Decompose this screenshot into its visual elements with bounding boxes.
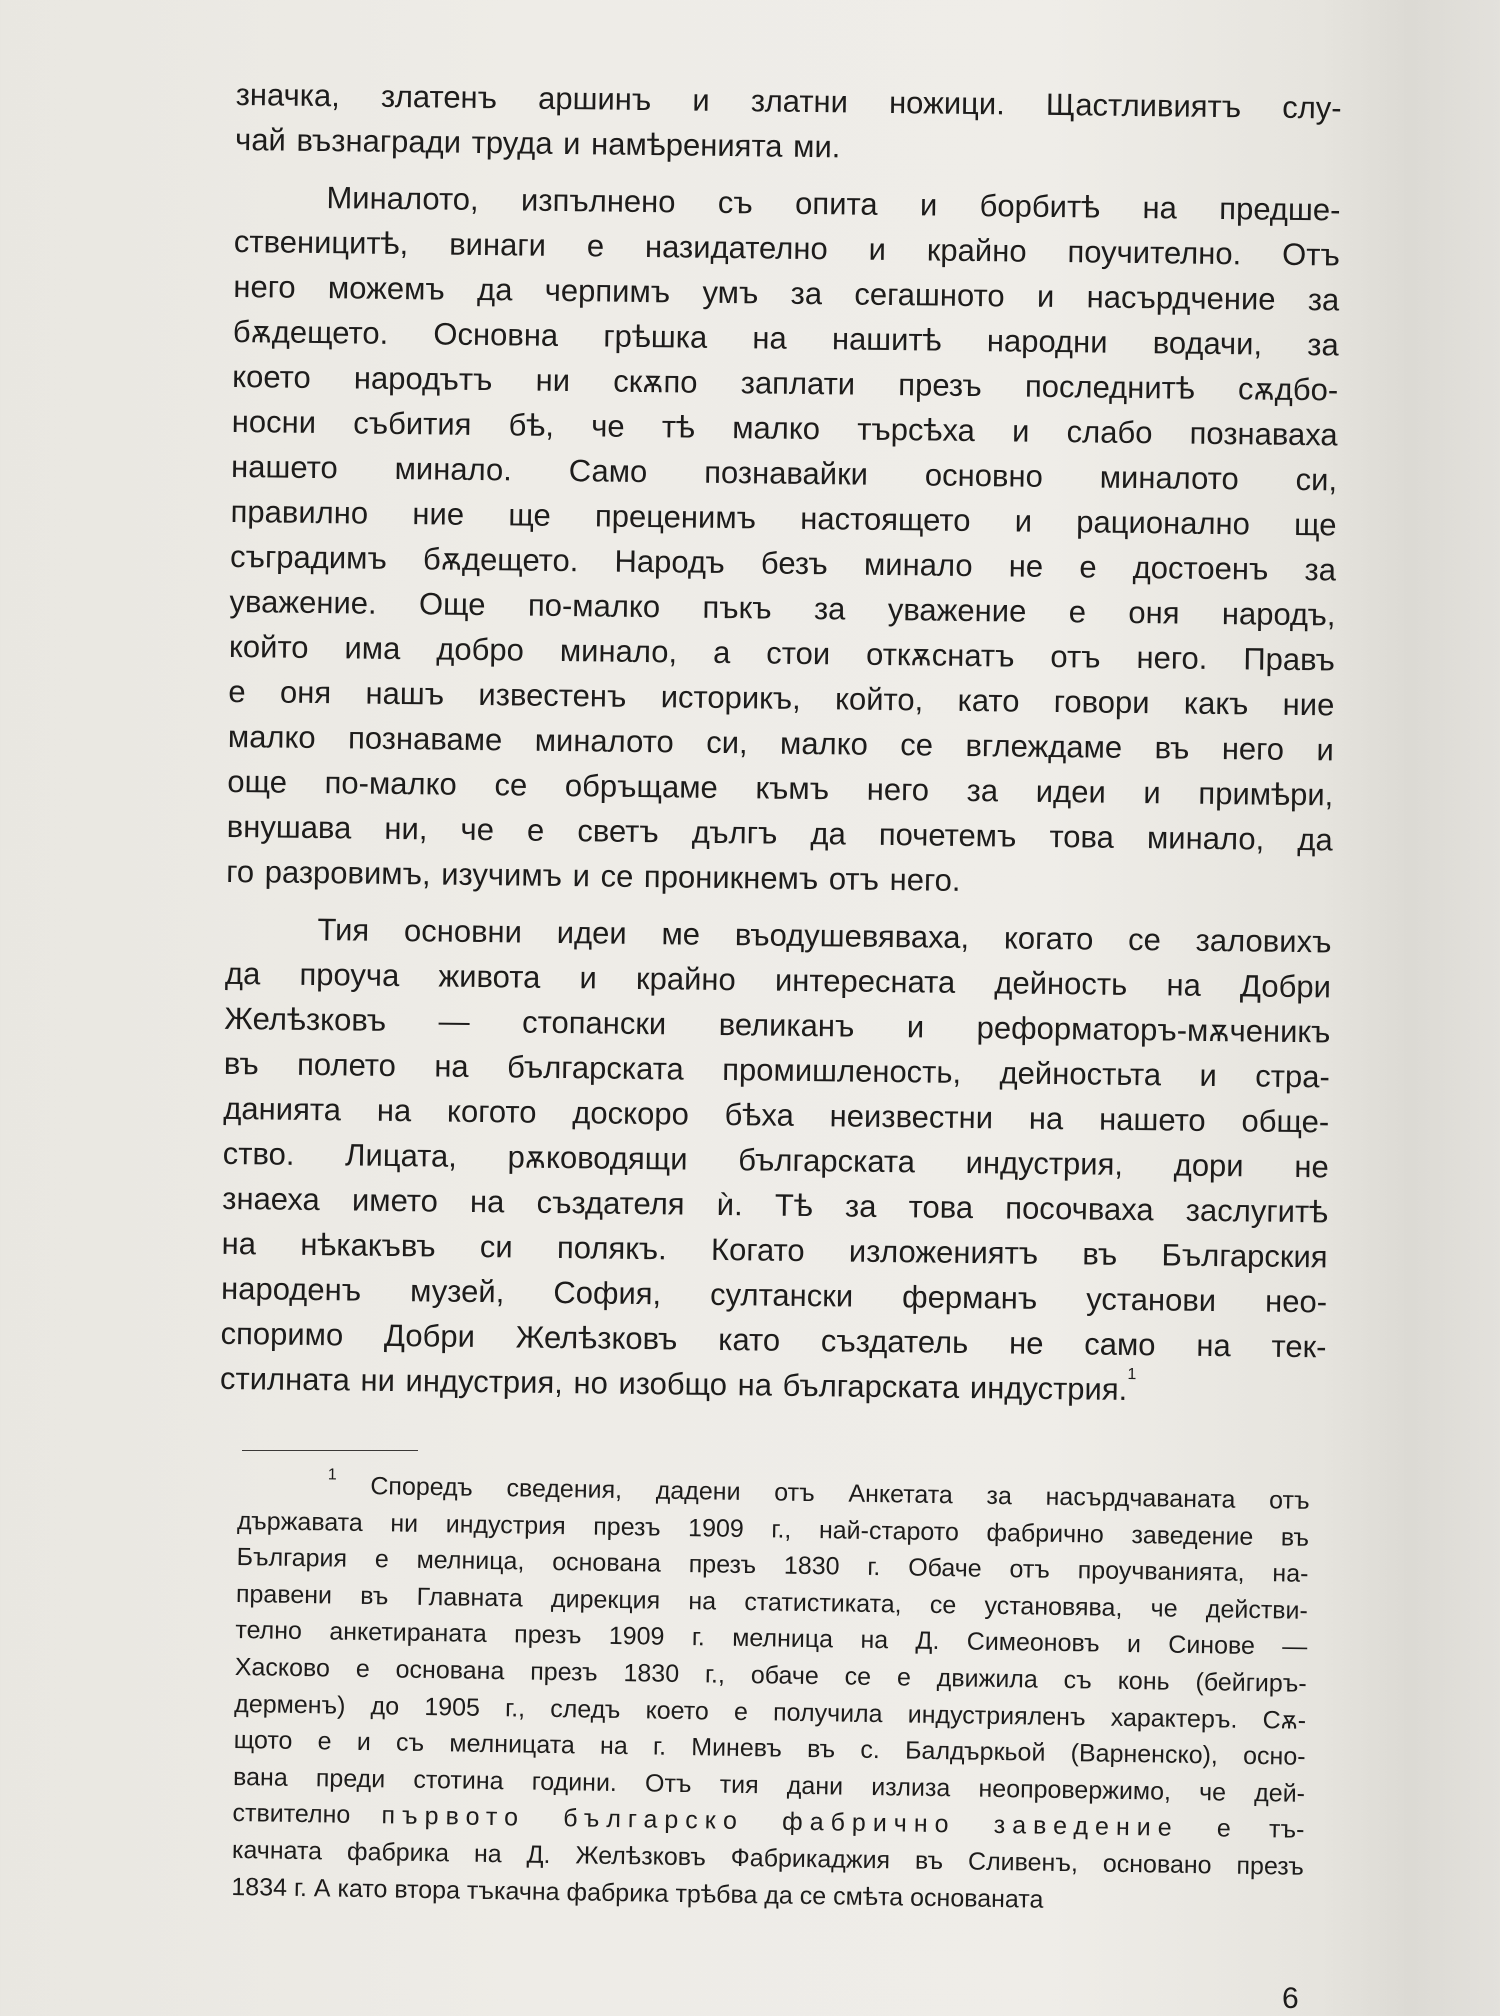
line-text: стилната ни индустрия, но изобщо на българската индустрия. <box>219 1360 1128 1407</box>
line-text: правилно ние ще преценимъ настоящето и рационално ще <box>230 493 1337 543</box>
main-text <box>220 72 1342 1426</box>
line-text: уважение. Още по-малко пъкъ за уважение е оня народъ, <box>229 583 1336 633</box>
line-text: Тия основни идеи ме въодушевяваха, когато се заловихъ <box>317 912 1332 960</box>
footnote-line-text: щото е и съ мелницата на г. Миневъ въ с. Балдъркьой (Варненско), осно- <box>233 1726 1306 1771</box>
line-text: знаеха името на създателя ѝ. Тѣ за това посочваха заслугитѣ <box>222 1180 1329 1230</box>
line-text: който има добро минало, а стои откѫснатъ отъ него. Правъ <box>228 628 1336 678</box>
footnote-line-text: 1834 г. А като втора тъкачна фабрика трѣбва да се смѣта основаната <box>231 1872 1044 1914</box>
footnote-line-text: качната фабрика на Д. Желѣзковъ Фабрикаджия въ Сливенъ, основано презъ <box>231 1835 1305 1881</box>
emphasized-text: първото българско фабрично заведение е <box>381 1801 1238 1844</box>
footnote-line-text: България е мелница, основана презъ 1830 г. Обаче отъ проучванията, на- <box>236 1543 1309 1589</box>
page-number: 6 <box>1282 1982 1299 2015</box>
line-text: данията на когото доскоро бѣха неизвестни на нашето обще- <box>223 1090 1330 1140</box>
line-text: е оня нашъ известенъ историкъ, който, като говори какъ ние <box>228 673 1335 723</box>
line-text: го разровимъ, изучимъ и се проникнемъ отъ него. <box>226 853 961 898</box>
line-text: ство. Лицата, рѫководящи българската индустрия, дори не <box>222 1135 1329 1185</box>
footnote-separator <box>242 1450 418 1451</box>
paragraph <box>220 906 1332 1414</box>
line-text: внушава ни, че е светъ дългъ да почетемъ това минало, да <box>226 808 1333 858</box>
footnote-line-text: дерменъ) до 1905 г., следъ което е получила индустрияленъ характеръ. Сѫ- <box>234 1689 1307 1735</box>
footnote-line-text: телно анкетираната презъ 1909 г. мелница на Д. Симеоновъ и Синове — <box>235 1616 1308 1662</box>
footnote-line-text: Хасково е основана презъ 1830 г., обаче се е движила съ конь (бейгиръ- <box>234 1652 1307 1698</box>
footnote-line-text: държавата ни индустрия презъ 1909 г., най-старото фабрично заведение въ <box>236 1506 1310 1552</box>
line-text: още по-малко се обръщаме къмъ него за идеи и примѣри, <box>227 763 1334 813</box>
line-text: въ полето на българската промишленость, дейностьта и стра- <box>223 1045 1331 1095</box>
line-text: Желѣзковъ — стопански великанъ и реформаторъ-мѫченикъ <box>224 1000 1331 1050</box>
footnote-marker: 1 <box>327 1466 337 1484</box>
footnote-line-text: правени въ Главната дирекция на статистиката, се установява, че действи- <box>235 1579 1309 1625</box>
line-text: носни събития бѣ, че тѣ малко търсѣха и слабо познаваха <box>231 403 1338 453</box>
line-text: да проуча живота и крайно интересната дейность на Добри <box>224 955 1332 1005</box>
line-text: ственицитѣ, винаги е назидателно и крайно поучително. Отъ <box>233 223 1341 273</box>
line-text: него можемъ да черпимъ умъ за сегашното и насърдчение за <box>233 268 1340 318</box>
footnote-reference: 1 <box>1127 1365 1137 1384</box>
line-text: нашето минало. Само познавайки основно миналото си, <box>230 448 1338 498</box>
line-text: на нѣкакъвъ си полякъ. Когато изложениятъ въ Българския <box>221 1225 1328 1275</box>
line-text: значка, златенъ аршинъ и златни ножици. Щастливиятъ слу- <box>235 76 1342 126</box>
line-text: бѫдещето. Основна грѣшка на нашитѣ народни водачи, за <box>232 313 1339 363</box>
line-text: чай възнагради труда и намѣренията ми. <box>234 121 841 165</box>
paragraph <box>235 72 1342 176</box>
footnote-line-text: вана преди стотина години. Отъ тия дани излиза неопровержимо, че дей- <box>232 1762 1306 1808</box>
line-text: споримо Добри Желѣзковъ като създатель не само на тек- <box>220 1315 1327 1365</box>
footnote-line-text: ствително <box>232 1799 382 1830</box>
line-text: малко познаваме миналото си, малко се вглеждаме въ него и <box>227 718 1335 768</box>
line-text: което народътъ ни скѫпо заплати презъ последнитѣ сѫдбо- <box>232 358 1339 408</box>
line-text: съградимъ бѫдещето. Народъ безъ минало не е достоенъ за <box>229 538 1337 588</box>
footnote-line-text: Споредъ сведения, дадени отъ Анкетата за насърдчаваната отъ <box>370 1472 1310 1515</box>
line-text: Миналото, изпълнено съ опита и борбитѣ на предше- <box>326 180 1341 228</box>
footnote <box>231 1466 1310 1922</box>
paragraph <box>226 174 1341 907</box>
footnote-line-text: тъ- <box>1237 1815 1305 1845</box>
line-text: народенъ музей, София, султански ферманъ установи нео- <box>220 1270 1328 1320</box>
